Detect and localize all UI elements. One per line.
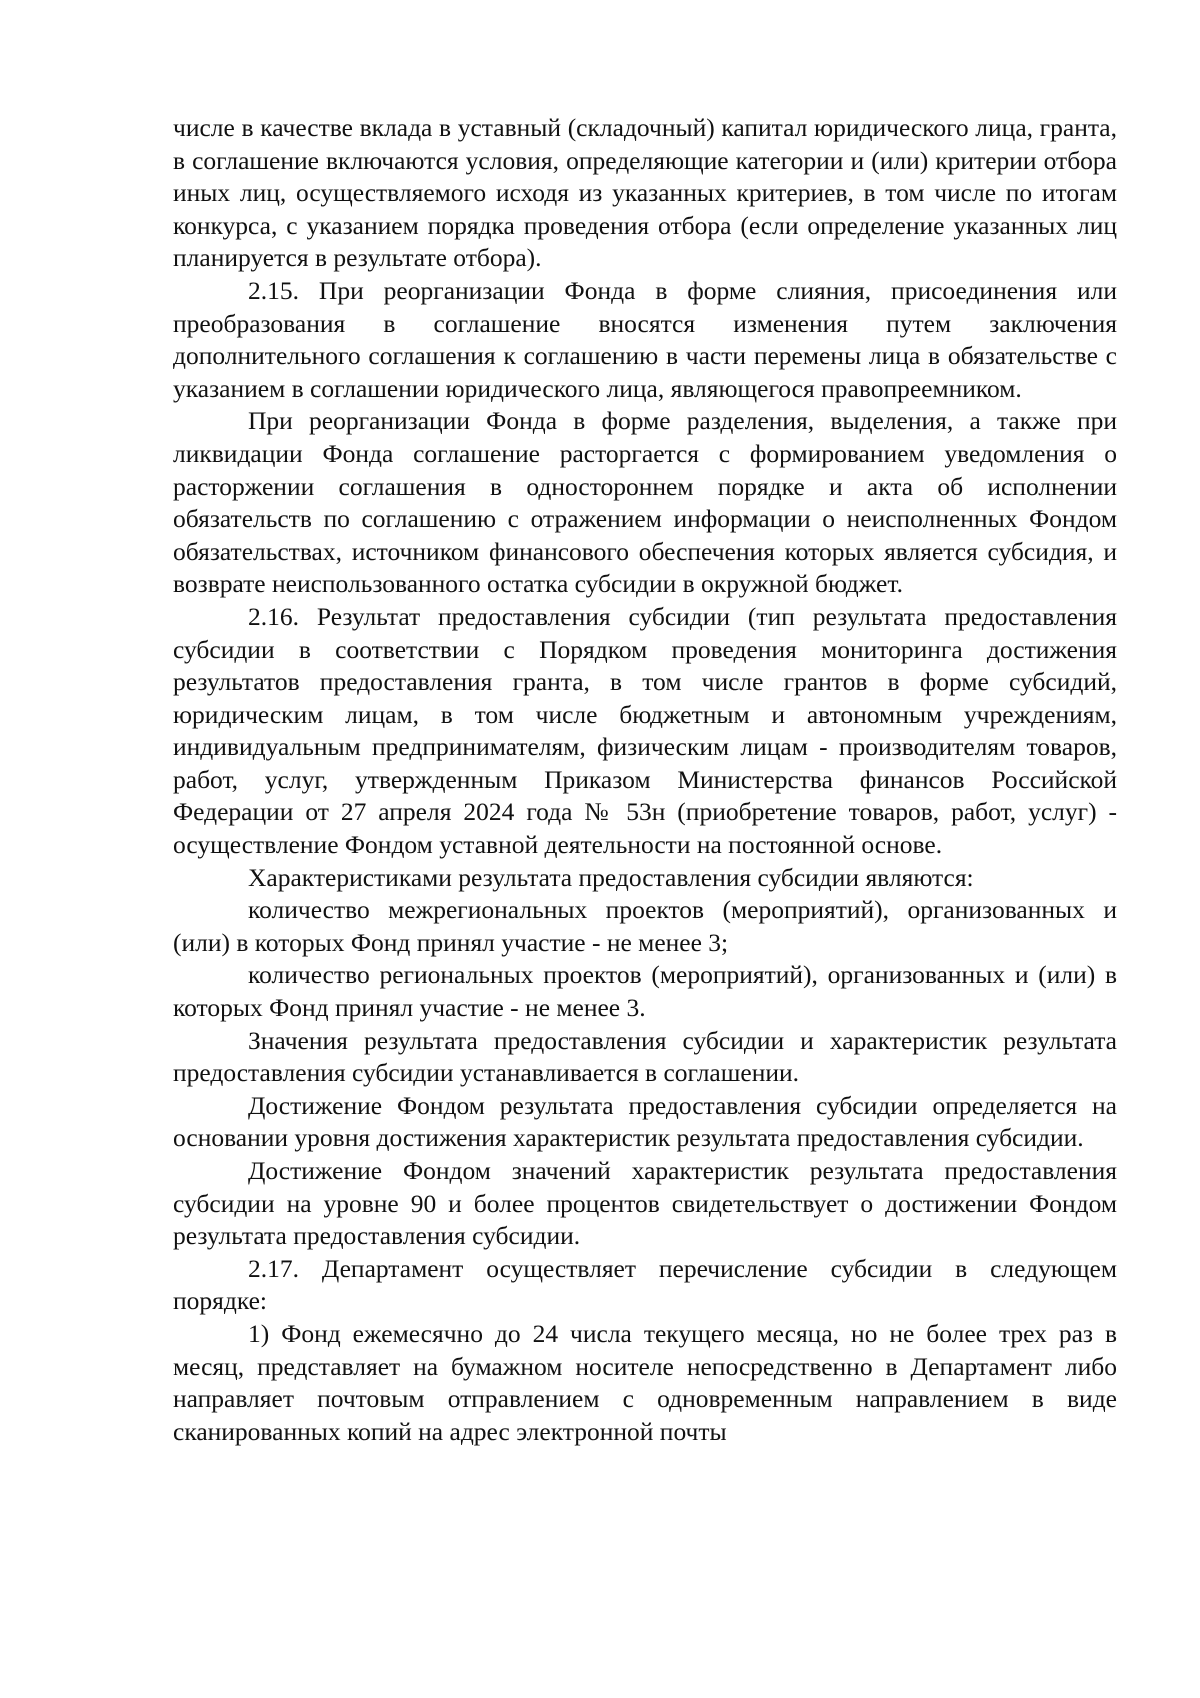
- paragraph-capital-contribution: числе в качестве вклада в уставный (складочный) капитал юридического лица, гранта, в соглашение включаются условия, определяющие категории и (или) критерии отбора иных лиц, осуществляемого исходя из указанных критериев, в том числе по итогам конкурса, с указанием порядка проведения отбора (если определение указанных лиц планируется в результате отбора).: [173, 113, 1117, 273]
- paragraph-reorganization-division: При реорганизации Фонда в форме разделения, выделения, а также при ликвидации Фонда соглашение расторгается с формированием уведомления о расторжении соглашения в одностороннем порядке и акта об исполнении обязательств по соглашению с отражением информации о неисполненных Фондом обязательствах, источником финансового обеспечения которых является субсидия, и возврате неиспользованного остатка субсидии в окружной бюджет.: [173, 406, 1117, 599]
- paragraph-achievement-threshold: Достижение Фондом значений характеристик результата предоставления субсидии на уровне 90 и более процентов свидетельствует о достижении Фондом результата предоставления субсидии.: [173, 1156, 1117, 1251]
- paragraph-result-values: Значения результата предоставления субсидии и характеристик результата предоставления субсидии устанавливается в соглашении.: [173, 1025, 1117, 1088]
- paragraph-item-1-monthly: 1) Фонд ежемесячно до 24 числа текущего месяца, но не более трех раз в месяц, представляет на бумажном носителе непосредственно в Департамент либо направляет почтовым отправлением с одновременным направлением в виде сканированных копий на адрес электронной почты: [173, 1318, 1117, 1446]
- document-page: [173, 112, 1117, 1448]
- paragraph-2-16-result: 2.16. Результат предоставления субсидии (тип результата предоставления субсидии в соответствии с Порядком проведения мониторинга достижения результатов предоставления гранта, в том числе грантов в форме субсидий, юридическим лицам, в том числе бюджетным и автономным учреждениям, индивидуальным предпринимателям, физическим лицам - производителям товаров, работ, услуг, утвержденным Приказом Министерства финансов Российской Федерации от 27 апреля 2024 года № 53н (приобретение товаров, работ, услуг) - осуществление Фондом уставной деятельности на постоянной основе.: [173, 601, 1117, 860]
- paragraph-regional-projects: количество региональных проектов (мероприятий), организованных и (или) в которых Фонд принял участие - не менее 3.: [173, 960, 1117, 1023]
- paragraph-2-15-reorganization-merger: 2.15. При реорганизации Фонда в форме слияния, присоединения или преобразования в соглашение вносятся изменения путем заключения дополнительного соглашения к соглашению в части перемены лица в обязательстве с указанием в соглашении юридического лица, являющегося правопреемником.: [173, 275, 1117, 403]
- paragraph-interregional-projects: количество межрегиональных проектов (мероприятий), организованных и (или) в которых Фонд принял участие - не менее 3;: [173, 895, 1117, 957]
- paragraph-result-characteristics: Характеристиками результата предоставления субсидии являются:: [248, 862, 974, 892]
- paragraph-result-achievement: Достижение Фондом результата предоставления субсидии определяется на основании уровня достижения характеристик результата предоставления субсидии.: [173, 1090, 1117, 1153]
- paragraph-2-17-transfer: 2.17. Департамент осуществляет перечисление субсидии в следующем порядке:: [173, 1253, 1117, 1316]
